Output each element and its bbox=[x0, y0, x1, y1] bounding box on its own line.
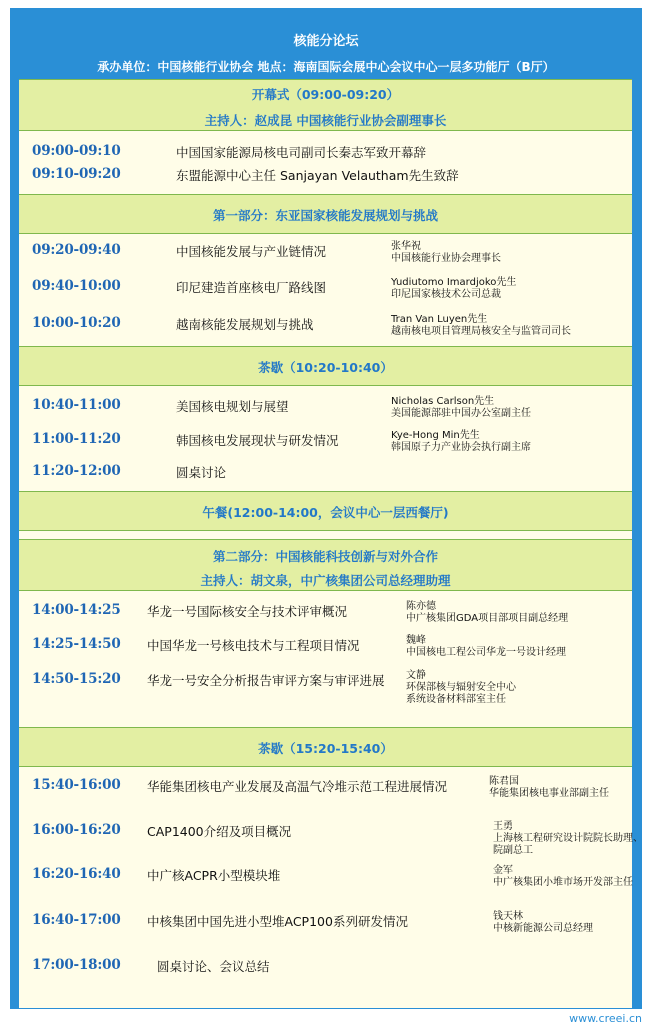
speaker bbox=[493, 865, 633, 889]
agenda-time: 14:00-14:25 bbox=[32, 602, 121, 618]
agenda-row bbox=[19, 777, 632, 801]
agenda-time: 11:00-11:20 bbox=[32, 431, 121, 447]
speaker bbox=[391, 277, 516, 301]
agenda-time: 15:40-16:00 bbox=[32, 777, 121, 793]
agenda-topic: 圆桌讨论 bbox=[176, 465, 227, 480]
speaker-title: 上海核工程研究设计院院长助理、 bbox=[493, 833, 643, 844]
agenda-row bbox=[19, 912, 632, 936]
agenda-row bbox=[19, 463, 632, 487]
agenda-row bbox=[19, 242, 632, 266]
tea-break-band bbox=[19, 346, 632, 386]
speaker-title: 越南核电项目管理局核安全与监管司司长 bbox=[391, 326, 571, 337]
agenda-time: 14:25-14:50 bbox=[32, 636, 121, 652]
speaker-title: 系统设备材料部室主任 bbox=[406, 694, 506, 705]
agenda-topic: 韩国核电发展现状与研发情况 bbox=[176, 433, 339, 448]
agenda-time: 09:10-09:20 bbox=[32, 166, 121, 182]
speaker-name: 金军 bbox=[493, 865, 513, 876]
speaker bbox=[406, 670, 516, 706]
agenda-time: 10:40-11:00 bbox=[32, 397, 121, 413]
agenda-topic: CAP1400介绍及项目概况 bbox=[147, 824, 292, 839]
agenda-topic: 美国核电规划与展望 bbox=[176, 399, 289, 414]
agenda-topic: 东盟能源中心主任 Sanjayan Velautham先生致辞 bbox=[176, 168, 459, 183]
agenda-time: 11:20-12:00 bbox=[32, 463, 121, 479]
agenda-topic: 中国核能发展与产业链情况 bbox=[176, 244, 327, 259]
speaker bbox=[391, 314, 571, 338]
agenda-topic: 华能集团核电产业发展及高温气冷堆示范工程进展情况 bbox=[147, 779, 448, 794]
speaker-title: 院副总工 bbox=[493, 845, 533, 856]
part2-title: 第二部分：中国核能科技创新与对外合作 bbox=[212, 549, 438, 564]
agenda-topic: 越南核能发展规划与挑战 bbox=[176, 317, 314, 332]
agenda-topic: 华龙一号国际核安全与技术评审概况 bbox=[147, 604, 348, 619]
agenda-time: 16:20-16:40 bbox=[32, 866, 121, 882]
tea-break-band bbox=[19, 727, 632, 767]
speaker-name: 陈亦德 bbox=[406, 601, 436, 612]
speaker-title: 韩国原子力产业协会执行副主席 bbox=[391, 442, 531, 453]
speaker bbox=[489, 776, 609, 800]
agenda-row bbox=[19, 315, 632, 339]
speaker bbox=[391, 241, 501, 265]
opening-host: 主持人：赵成昆 中国核能行业协会副理事长 bbox=[204, 113, 447, 128]
agenda-topic: 中国国家能源局核电司副司长秦志军致开幕辞 bbox=[176, 145, 427, 160]
tea-break-title: 茶歇（15:20-15:40） bbox=[258, 741, 393, 756]
agenda-time: 10:00-10:20 bbox=[32, 315, 121, 331]
agenda-row bbox=[19, 636, 632, 660]
speaker-name: Tran Van Luyen先生 bbox=[391, 314, 488, 325]
agenda-time: 17:00-18:00 bbox=[32, 957, 121, 973]
speaker-name: 王勇 bbox=[493, 821, 513, 832]
speaker bbox=[391, 430, 531, 454]
speaker-title: 美国能源部驻中国办公室副主任 bbox=[391, 408, 531, 419]
speaker bbox=[406, 635, 566, 659]
agenda-row bbox=[19, 143, 632, 167]
speaker-title: 环保部核与辐射安全中心 bbox=[406, 682, 516, 693]
speaker-name: Nicholas Carlson先生 bbox=[391, 396, 495, 407]
agenda-time: 09:00-09:10 bbox=[32, 143, 121, 159]
speaker-name: 文静 bbox=[406, 670, 426, 681]
agenda-topic: 华龙一号安全分析报告审评方案与审评进展 bbox=[147, 673, 385, 688]
agenda-time: 09:40-10:00 bbox=[32, 278, 121, 294]
speaker-title: 中广核集团小堆市场开发部主任 bbox=[493, 877, 633, 888]
page-title: 核能分论坛 bbox=[293, 34, 359, 49]
part2-host: 主持人：胡文泉，中广核集团公司总经理助理 bbox=[200, 573, 451, 588]
agenda-time: 16:40-17:00 bbox=[32, 912, 121, 928]
agenda-row bbox=[19, 397, 632, 421]
agenda-time: 16:00-16:20 bbox=[32, 822, 121, 838]
agenda-row bbox=[19, 278, 632, 302]
speaker bbox=[406, 601, 568, 625]
speaker-title: 中广核集团GDA项目部项目副总经理 bbox=[406, 613, 569, 624]
speaker-title: 华能集团核电事业部副主任 bbox=[489, 788, 609, 799]
agenda-row bbox=[19, 602, 632, 626]
part2-band bbox=[19, 539, 632, 591]
agenda-board bbox=[10, 79, 642, 1009]
speaker-title: 中核新能源公司总经理 bbox=[493, 923, 593, 934]
speaker-name: 陈君国 bbox=[489, 776, 519, 787]
site-url: www.creei.cn bbox=[569, 1012, 642, 1025]
speaker-title: 中国核能行业协会理事长 bbox=[391, 253, 501, 264]
part1-title: 第一部分：东亚国家核能发展规划与挑战 bbox=[212, 208, 438, 223]
lunch-band bbox=[19, 491, 632, 531]
agenda-row bbox=[19, 166, 632, 190]
agenda-topic: 中国华龙一号核电技术与工程项目情况 bbox=[147, 638, 360, 653]
speaker-title: 印尼国家核技术公司总裁 bbox=[391, 289, 501, 300]
agenda-topic: 中核集团中国先进小型堆ACP100系列研发情况 bbox=[147, 914, 408, 929]
speaker-name: Yudiutomo Imardjoko先生 bbox=[391, 277, 517, 288]
page-subtitle: 承办单位：中国核能行业协会 地点：海南国际会展中心会议中心一层多功能厅（B厅） bbox=[97, 60, 555, 74]
agenda-topic: 中广核ACPR小型模块堆 bbox=[147, 868, 281, 883]
speaker-name: 钱天林 bbox=[493, 911, 523, 922]
speaker-title: 中国核电工程公司华龙一号设计经理 bbox=[406, 647, 566, 658]
agenda-row bbox=[19, 431, 632, 455]
speaker bbox=[493, 821, 643, 857]
agenda-topic: 印尼建造首座核电厂路线图 bbox=[176, 280, 327, 295]
part1-band bbox=[19, 194, 632, 234]
speaker-name: Kye-Hong Min先生 bbox=[391, 430, 480, 441]
opening-title: 开幕式（09:00-09:20） bbox=[251, 87, 400, 102]
tea-break-title: 茶歇（10:20-10:40） bbox=[258, 360, 393, 375]
agenda-row bbox=[19, 957, 632, 981]
lunch-title: 午餐(12:00-14:00，会议中心一层西餐厅) bbox=[202, 505, 449, 520]
speaker-name: 魏峰 bbox=[406, 635, 426, 646]
agenda-row bbox=[19, 821, 643, 856]
page-header bbox=[10, 8, 642, 79]
speaker bbox=[493, 911, 593, 935]
agenda-topic: 圆桌讨论、会议总结 bbox=[157, 959, 270, 974]
agenda-time: 14:50-15:20 bbox=[32, 671, 121, 687]
opening-band bbox=[19, 79, 632, 131]
agenda-row bbox=[19, 670, 632, 705]
agenda-time: 09:20-09:40 bbox=[32, 242, 121, 258]
agenda-row bbox=[19, 866, 632, 890]
speaker bbox=[391, 396, 531, 420]
speaker-name: 张华祝 bbox=[391, 241, 421, 252]
